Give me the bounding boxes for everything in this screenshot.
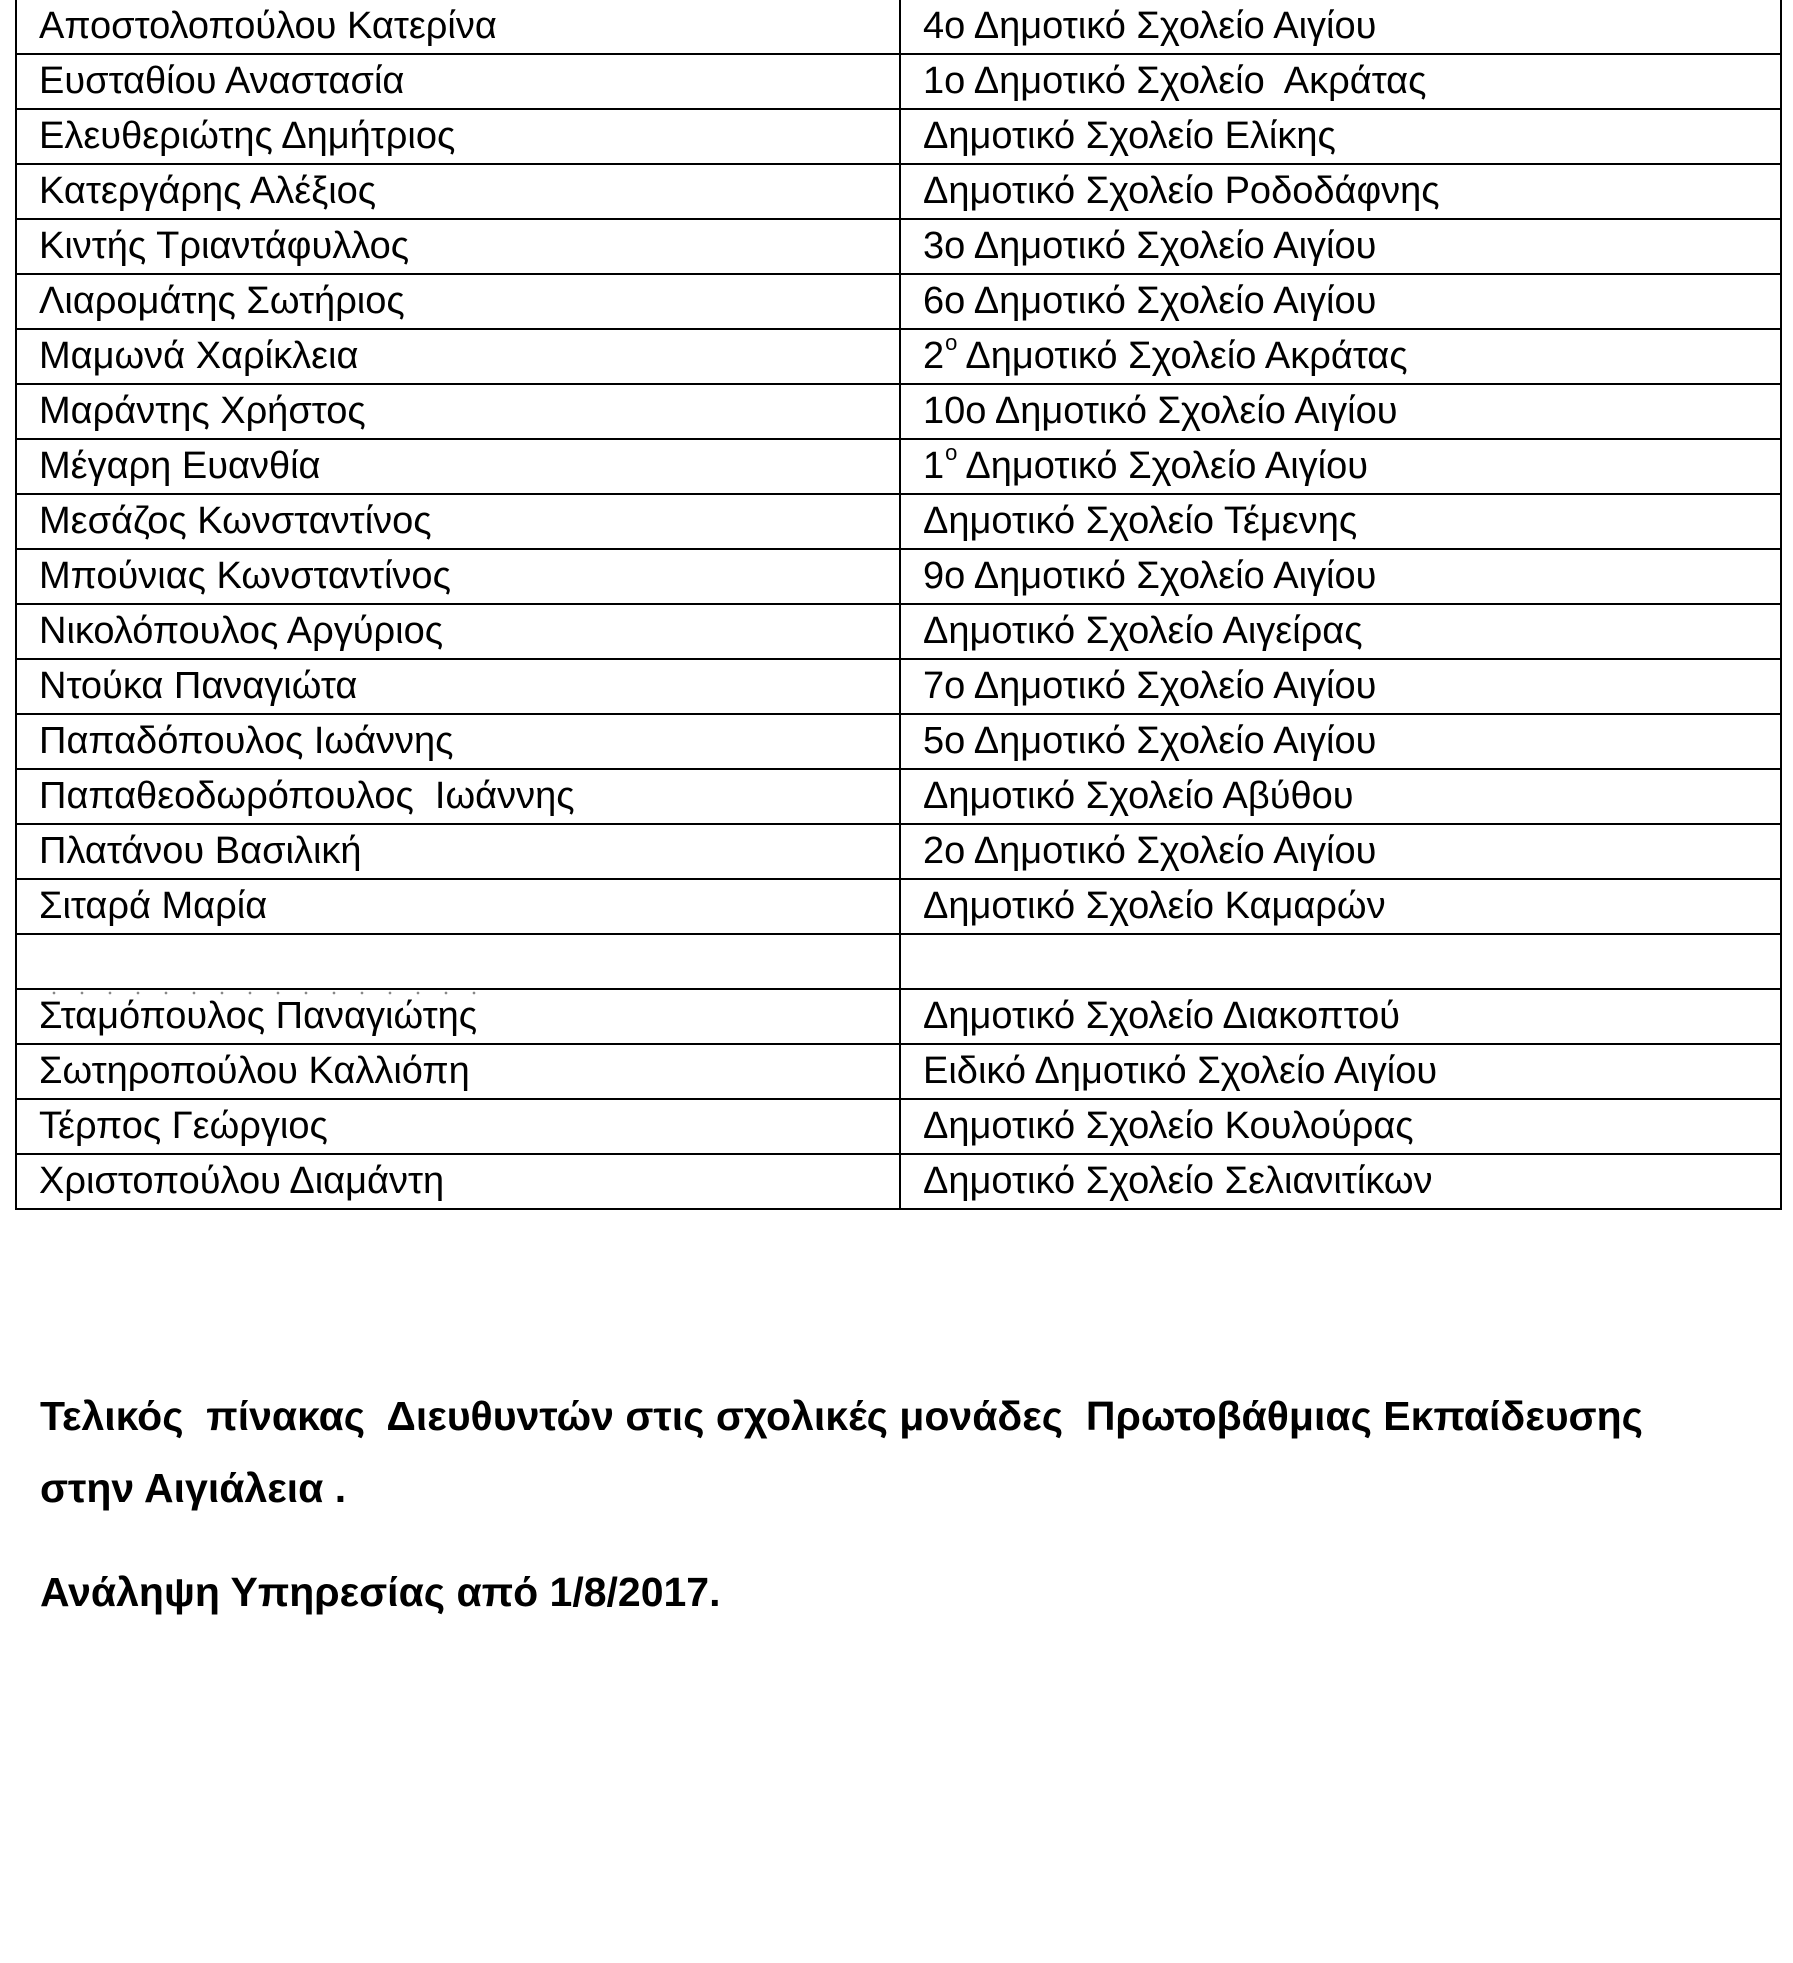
table-row [16,494,1781,549]
director-name-cell: Πλατάνου Βασιλική [16,824,900,879]
school-cell [900,329,1781,384]
school-cell: Δημοτικό Σχολείο Σελιανιτίκων [900,1154,1781,1209]
director-name-cell: Λιαρομάτης Σωτήριος [16,274,900,329]
school-cell: Δημοτικό Σχολείο Αβύθου [900,769,1781,824]
school-cell: Δημοτικό Σχολείο Κουλούρας [900,1099,1781,1154]
school-cell: Δημοτικό Σχολείο Τέμενης [900,494,1781,549]
director-name-cell: Σιταρά Μαρία [16,879,900,934]
school-number: 2 [923,335,945,377]
table-row-blank [16,934,1781,989]
director-name-cell: Παπαδόπουλος Ιωάννης [16,714,900,769]
table-row [16,549,1781,604]
school-number: 1 [923,445,945,487]
service-start-date: Ανάληψη Υπηρεσίας από 1/8/2017. [40,1569,721,1615]
table-row [16,769,1781,824]
director-name-cell: Μπούνιας Κωνσταντίνος [16,549,900,604]
school-cell: Δημοτικό Σχολείο Ελίκης [900,109,1781,164]
table-row [16,439,1781,494]
director-name-cell: Τέρπος Γεώργιος [16,1099,900,1154]
school-cell: Δημοτικό Σχολείο Ροδοδάφνης [900,164,1781,219]
school-cell [900,439,1781,494]
table-row [16,989,1781,1044]
table-row [16,109,1781,164]
table-row [16,1044,1781,1099]
school-cell: 10ο Δημοτικό Σχολείο Αιγίου [900,384,1781,439]
director-name-cell: Μέγαρη Ευανθία [16,439,900,494]
school-cell: Δημοτικό Σχολείο Καμαρών [900,879,1781,934]
table-row [16,879,1781,934]
director-name-cell: Ντούκα Παναγιώτα [16,659,900,714]
table-row [16,0,1781,54]
table-row [16,604,1781,659]
director-name-cell: Μαμωνά Χαρίκλεια [16,329,900,384]
school-cell: 4ο Δημοτικό Σχολείο Αιγίου [900,0,1781,54]
director-name-cell: Ελευθεριώτης Δημήτριος [16,109,900,164]
director-name-cell: Ευσταθίου Αναστασία [16,54,900,109]
table-row [16,54,1781,109]
school-name-rest: Δημοτικό Σχολείο Ακράτας [965,335,1408,377]
director-name-cell: Σωτηροπούλου Καλλιόπη [16,1044,900,1099]
director-name-cell: Μεσάζος Κωνσταντίνος [16,494,900,549]
director-name-cell: Μαράντης Χρήστος [16,384,900,439]
table-row [16,329,1781,384]
school-cell: 5ο Δημοτικό Σχολείο Αιγίου [900,714,1781,769]
director-name-cell: Χριστοπούλου Διαμάντη [16,1154,900,1209]
table-row [16,384,1781,439]
table-row [16,1154,1781,1209]
table-row [16,164,1781,219]
school-cell: 9ο Δημοτικό Σχολείο Αιγίου [900,549,1781,604]
director-name-cell: Σταμόπουλος Παναγιώτης [16,989,900,1044]
table-row [16,1099,1781,1154]
director-name-cell: Κατεργάρης Αλέξιος [16,164,900,219]
school-cell: Ειδικό Δημοτικό Σχολείο Αιγίου [900,1044,1781,1099]
table-row [16,824,1781,879]
table-row [16,714,1781,769]
document-caption: Τελικός πίνακας Διευθυντών στις σχολικές μονάδες Πρωτοβάθμιας Εκπαίδευσης στην Αιγιάλεια . [40,1393,1655,1511]
table-row [16,219,1781,274]
directors-table [15,0,1782,1210]
table-row [16,274,1781,329]
director-name-cell: Παπαθεοδωρόπουλος Ιωάννης [16,769,900,824]
school-cell: 3ο Δημοτικό Σχολείο Αιγίου [900,219,1781,274]
school-cell: 7ο Δημοτικό Σχολείο Αιγίου [900,659,1781,714]
table-row [16,659,1781,714]
cropped-text-remnant [40,991,490,995]
director-name-cell: Νικολόπουλος Αργύριος [16,604,900,659]
director-name-cell: Αποστολοπούλου Κατερίνα [16,0,900,54]
school-name-rest: Δημοτικό Σχολείο Αιγίου [965,445,1369,487]
school-cell: Δημοτικό Σχολείο Διακοπτού [900,989,1781,1044]
director-name-cell [16,934,900,989]
ordinal-suffix: ο [945,440,958,466]
school-cell: 2ο Δημοτικό Σχολείο Αιγίου [900,824,1781,879]
director-name-cell: Κιντής Τριαντάφυλλος [16,219,900,274]
ordinal-suffix: ο [945,330,958,356]
school-cell: Δημοτικό Σχολείο Αιγείρας [900,604,1781,659]
school-cell: 6ο Δημοτικό Σχολείο Αιγίου [900,274,1781,329]
school-cell: 1ο Δημοτικό Σχολείο Ακράτας [900,54,1781,109]
school-cell [900,934,1781,989]
